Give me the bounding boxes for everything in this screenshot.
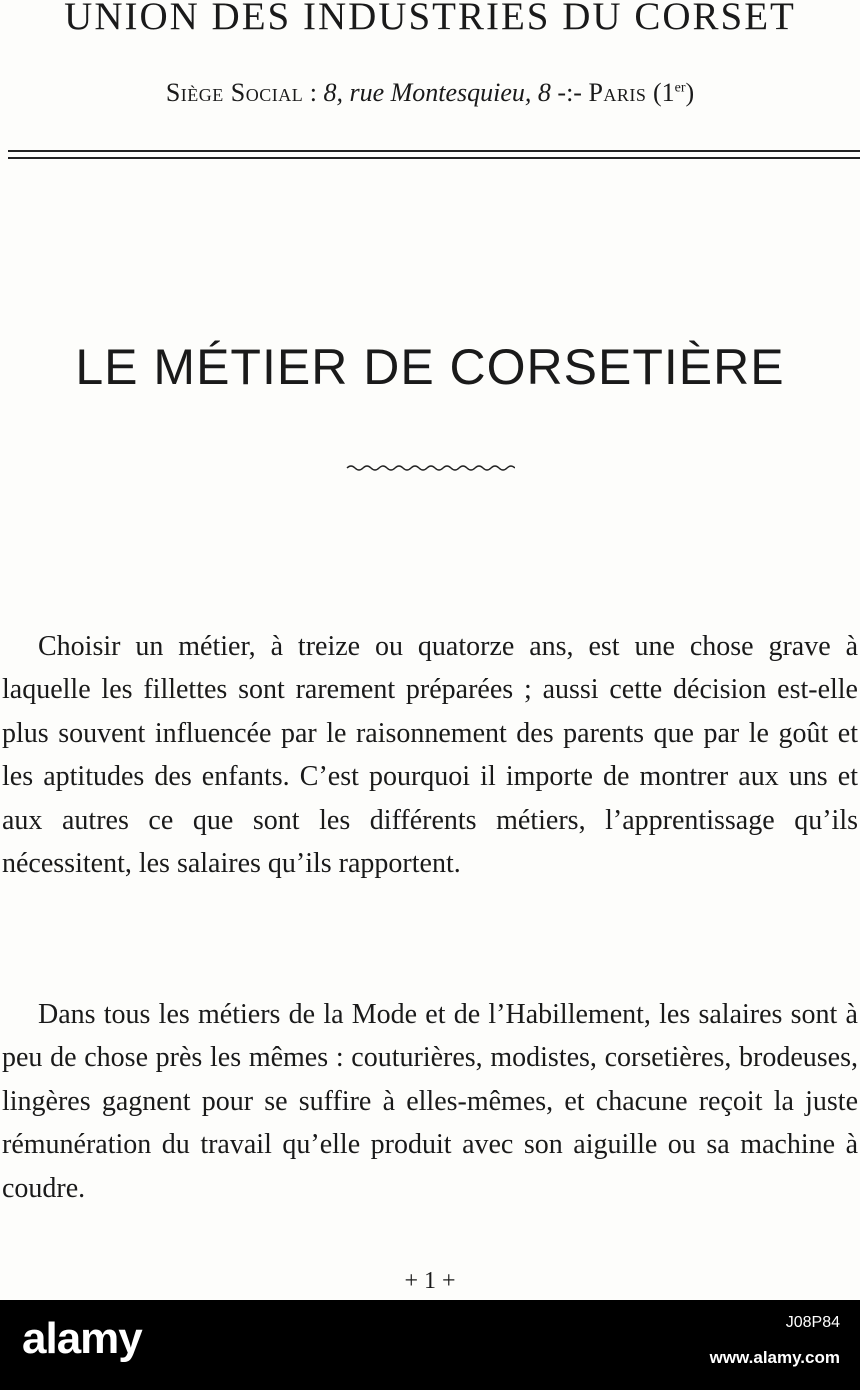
head-office-address bbox=[0, 78, 860, 108]
page-number: + 1 + bbox=[404, 1268, 456, 1294]
arrondissement-close: ) bbox=[685, 78, 695, 107]
watermark-site: www.alamy.com bbox=[709, 1348, 840, 1367]
watermark-logo: alamy bbox=[22, 1314, 142, 1363]
address-label: Siège Social bbox=[165, 78, 304, 107]
watermark-bar bbox=[0, 1300, 860, 1390]
watermark-image-id: J08P84 bbox=[785, 1314, 840, 1331]
arrondissement-suffix: er bbox=[674, 80, 686, 96]
address-divider: -:- bbox=[550, 78, 589, 107]
title-ornament bbox=[345, 460, 515, 476]
header-rule-top bbox=[8, 150, 860, 152]
arrondissement-open: (1 bbox=[646, 78, 675, 107]
document-title: LE MÉTIER DE CORSETIÈRE bbox=[75, 339, 785, 395]
paragraph-2: Dans tous les métiers de la Mode et de l’Habillement, les salaires sont à peu de chose près les mêmes : couturières, modistes, corsetières, brodeuses, lingères gagnent pour se suffire à elles-mêmes, et chacune reçoit la juste rémunération du travail qu’elle produit avec son aiguille ou sa machine à coudre. bbox=[2, 999, 858, 1204]
address-separator: : bbox=[303, 78, 324, 107]
organization-name: UNION DES INDUSTRIES DU CORSET bbox=[64, 0, 796, 38]
header-rule-bottom bbox=[8, 157, 860, 159]
paragraph-1: Choisir un métier, à treize ou quatorze ans, est une chose grave à laquelle les fillettes sont rarement préparées ; aussi cette décision est-elle plus souvent influencée par le raisonnement des parents que par le goût et les aptitudes des enfants. C’est pourquoi il importe de montrer aux uns et aux autres ce que sont les différents métiers, l’apprentissage qu’ils nécessitent, les salaires qu’ils rapportent. bbox=[2, 631, 858, 880]
address-street: 8, rue Montesquieu, 8 bbox=[323, 78, 551, 107]
address-city: Paris bbox=[588, 78, 647, 107]
